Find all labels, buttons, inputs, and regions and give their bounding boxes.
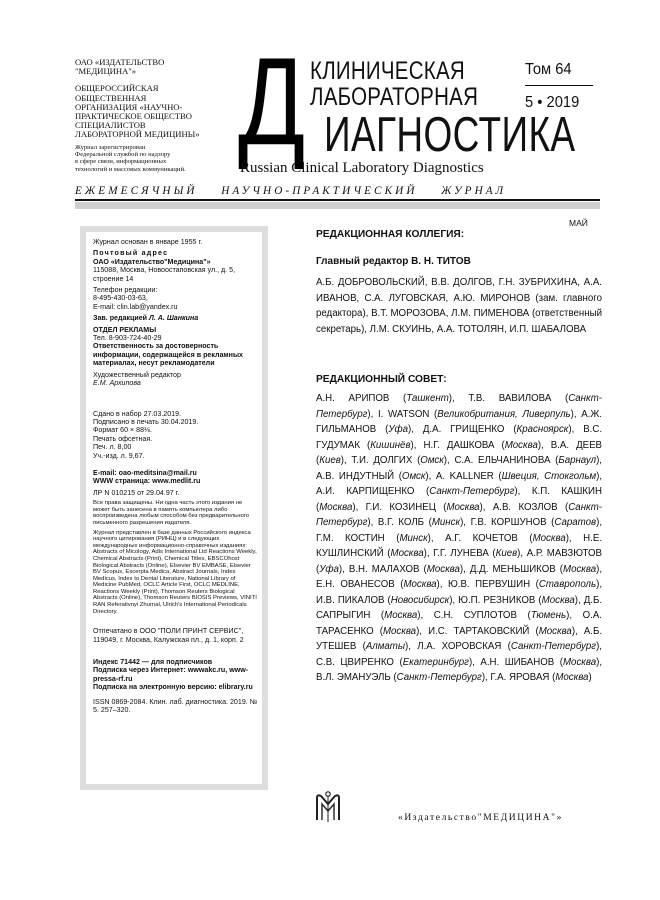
council-member: С.А. ЕЛЬЧАНИНОВА (Барнаул),: [454, 455, 602, 466]
council-member: I. WATSON (Великобритания, Ливерпуль),: [377, 408, 582, 420]
publisher-imprint: «Издательство"МЕДИЦИНА"»: [398, 813, 563, 823]
council-member-name: I. WATSON (: [377, 408, 438, 420]
council-member: А.Н. ШИБАНОВ (Москва),: [480, 656, 603, 668]
journal-title-line-3: ИАГНОСТИКА: [324, 108, 576, 162]
council-member-name: А.Б. УТЕШЕВ (: [316, 625, 603, 652]
council-member-city: Красноярск: [516, 424, 569, 435]
journal-title-line-1: КЛИНИЧЕСКАЯ: [310, 57, 465, 85]
council-member: С.Н. СУПЛОТОВ (Тюмень),: [433, 610, 583, 621]
council-member: A. KALLNER (Швеция, Стокгольм),: [435, 470, 603, 482]
journal-tagline: ЕЖЕМЕСЯЧНЫЙ НАУЧНО-ПРАКТИЧЕСКИЙ ЖУРНАЛ: [75, 185, 507, 197]
council-member-name: Т.И. ДОЛГИХ (: [351, 455, 421, 466]
council-member-city: Москва: [555, 672, 589, 683]
art-editor-label: Художественный редактор: [93, 370, 181, 379]
council-member-name: В.С. ГУДУМАК (: [316, 424, 603, 451]
council-member-city: Омск: [420, 455, 444, 466]
council-member-name: Ю.В. ПЕРВУШИН (: [447, 579, 539, 590]
header-band: [75, 202, 600, 209]
council-member-city: Киев: [319, 455, 341, 466]
council-member-name: Д.Б. САПРЫГИН (: [316, 594, 603, 621]
council-member: В.Н. МАЛАХОВ (Москва),: [348, 563, 470, 575]
issn-citation: ISSN 0869-2084. Клин. лаб. диагностика. 2019. № 5. 257–320.: [93, 697, 258, 715]
council-member-name: И.С. ТАРТАКОВСКИЙ (: [428, 625, 539, 637]
copyright-note: Все права защищены. Ни одна часть этого издания не может быть занесена в память компьютера либо воспроизведена любым способом без предварительного письменного разрешения издателя.: [93, 500, 250, 526]
publisher-email: E-mail: oao-meditsina@mail.ru: [93, 468, 197, 477]
council-member-city: Ставрополь: [538, 579, 597, 590]
council-member: Д.Д. МЕНЬШИКОВ (Москва),: [469, 563, 603, 575]
council-member: А.Г. КОЧЕТОВ (Москва),: [445, 532, 584, 544]
council-member-name: Ю.П. РЕЗНИКОВ (: [458, 594, 542, 606]
editorial-council-title: РЕДАКЦИОННЫЙ СОВЕТ:: [316, 374, 447, 385]
council-member: Т.И. ДОЛГИХ (Омск),: [351, 455, 455, 466]
council-member-city: Москва: [446, 501, 480, 513]
council-member-city: Омск: [401, 470, 426, 482]
editorial-email: E-mail: clin.lab@yandex.ru: [93, 302, 178, 311]
council-member: С.В. ЦВИРЕНКО (Екатеринбург),: [316, 656, 481, 668]
council-member-city: Москва: [382, 625, 417, 637]
council-member-name: Г.Г. ЛУНЕВА (: [433, 548, 496, 559]
council-member: А.И. КАРПИЩЕНКО (Санкт-Петербург),: [316, 486, 532, 497]
council-member-city: Москва: [541, 594, 575, 606]
council-member-city: Москва: [426, 563, 460, 575]
council-member-name: С.А. ЕЛЬЧАНИНОВА (: [454, 455, 559, 466]
print-details: Сдано в набор 27.03.2019. Подписано в печать 30.04.2019. Формат 60 × 88⅛. Печать офсетная. Печ. л. 8,00 Уч.-изд. л. 9,67.: [93, 409, 199, 460]
header-divider: [75, 199, 600, 201]
council-member-name: A. KALLNER (: [435, 470, 502, 482]
council-member-name: Н.Е. КУШЛИНСКИЙ (: [316, 532, 603, 559]
council-member-name: В.Н. МАЛАХОВ (: [348, 563, 427, 575]
council-member-name: Г.И. КОЗИНЕЦ (: [365, 501, 447, 513]
council-member-city: Москва: [319, 501, 353, 513]
council-member-city: Алматы: [365, 641, 405, 652]
council-member-name: Д.А. ГРИЩЕНКО (: [422, 424, 517, 435]
council-member-city: Москва: [403, 579, 437, 590]
council-member-city: Новосибирск: [390, 594, 450, 606]
issue-number: 5 • 2019: [525, 94, 580, 111]
council-member: К.П. КАШКИН (Москва),: [316, 486, 602, 513]
council-member-name: Е.Н. ОВАНЕСОВ (: [316, 579, 404, 590]
council-member-name: В.Л. ЭМАНУЭЛЬ (: [316, 672, 397, 683]
council-member-name: Л.А. ХОРОВСКАЯ (: [417, 641, 511, 652]
council-member-name: Г.А. ЯРОВАЯ (: [490, 672, 556, 683]
council-member: Н.Е. КУШЛИНСКИЙ (Москва),: [316, 532, 603, 559]
council-member: Ю.В. ПЕРВУШИН (Ставрополь),: [447, 579, 603, 590]
council-member-name: И.В. ПИКАЛОВ (: [316, 594, 391, 606]
council-member: И.В. ПИКАЛОВ (Новосибирск),: [316, 594, 459, 606]
council-member: В.С. ГУДУМАК (Кишинёв),: [316, 424, 603, 451]
chief-editor: Главный редактор В. Н. ТИТОВ: [316, 256, 471, 267]
editorial-board-title: РЕДАКЦИОННАЯ КОЛЛЕГИЯ:: [316, 229, 465, 240]
council-member-city: Санкт-Петербург: [510, 641, 597, 652]
council-member: А.Б. УТЕШЕВ (Алматы),: [316, 625, 603, 652]
ads-disclaimer: Ответственность за достоверность информации, содержащейся в рекламных материалах, несут рекламодатели: [93, 342, 243, 368]
managing-editor: Зав. редакцией Л. А. Шанкина: [93, 314, 199, 323]
founded-note: Журнал основан в январе 1955 г.: [93, 238, 203, 246]
council-member: А.В. КОЗЛОВ (Санкт-Петербург),: [316, 501, 603, 528]
council-member-city: Великобритания, Ливерпуль: [437, 408, 571, 420]
postal-org: ОАО «Издательство"Медицина"»: [93, 257, 211, 266]
council-member-city: Москва: [390, 548, 424, 559]
publisher-block: [75, 58, 245, 173]
council-member: И.С. ТАРТАКОВСКИЙ (Москва),: [428, 625, 584, 637]
council-member-name: А.Н. ШИБАНОВ (: [480, 656, 563, 668]
council-member: А.Ж. ГИЛЬМАНОВ (Уфа),: [316, 408, 602, 435]
council-member-name: Г.М. КОСТИН (: [316, 532, 400, 544]
council-member-city: Москва: [532, 532, 566, 544]
council-member-name: А.Р. МАВЗЮТОВ (: [316, 548, 602, 575]
art-editor-name: Е.М. Архипова: [93, 379, 141, 388]
editorial-board-members: А.Б. ДОБРОВОЛЬСКИЙ, В.В. ДОЛГОВ, Г.Н. ЗУБРИХИНА, А.А. ИВАНОВ, С.А. ЛУГОВСКАЯ, А.Ю. МИРОНОВ (зам. главного редактора), В.Т. МОРОЗОВА, Л.М. ПИМЕНОВА (ответственный секретарь), Л.М. СКУИНЬ, А.А. ТОТОЛЯН, И.П. ШАБАЛОВА: [316, 277, 602, 335]
council-member-name: Т.В. ВАВИЛОВА (: [468, 393, 569, 404]
council-member: В.Г. КОЛБ (Минск),: [377, 517, 471, 528]
council-member-city: Москва: [384, 610, 418, 621]
printing-house: Отпечатано в ООО "ПОЛИ ПРИНТ СЕРВИС", 119049, г. Москва, Калужская пл., д. 1, корп. 2: [93, 627, 244, 644]
council-member: Д.А. ГРИЩЕНКО (Красноярск),: [422, 424, 584, 435]
council-member-name: В.Г. КОЛБ (: [377, 517, 432, 528]
council-member-name: С.Н. СУПЛОТОВ (: [433, 610, 531, 621]
council-member-city: Швеция, Стокгольм: [501, 470, 597, 482]
council-member-city: Кишинёв: [370, 439, 411, 451]
council-member-city: Ташкент: [406, 393, 449, 404]
ads-phone: Тел. 8-903-724-40-29: [93, 334, 162, 343]
editorial-phone: Телефон редакции: 8-495-430-03-63,: [93, 286, 158, 303]
council-member-city: Барнаул: [558, 455, 597, 466]
volume-number: Том 64: [525, 61, 593, 86]
council-member-name: Г.В. КОРШУНОВ (: [470, 517, 555, 528]
council-member-city: Санкт-Петербург: [316, 501, 603, 528]
council-member-city: Москва: [538, 625, 572, 637]
council-member-city: Москва: [562, 656, 597, 668]
council-member: А.В. ИНДУТНЫЙ (Омск),: [316, 470, 436, 482]
publisher-website: WWW страница: www.medlit.ru: [93, 477, 201, 486]
council-member-name: А.И. КАРПИЩЕНКО (: [316, 486, 430, 497]
council-member-name: С.В. ЦВИРЕНКО (: [316, 656, 403, 668]
council-member: Г.И. КОЗИНЕЦ (Москва),: [365, 501, 493, 513]
council-member-name: А.В. КОЗЛОВ (: [492, 501, 569, 513]
council-member-city: Санкт-Петербург: [429, 486, 515, 497]
journal-title-letter: Д: [238, 33, 306, 171]
council-member-city: Москва: [563, 563, 597, 575]
council-member-name: В.А. ДЕЕВ (: [316, 439, 603, 466]
volume-issue-box: [525, 61, 593, 112]
council-member-city: Киев: [495, 548, 518, 559]
council-member-name: А.Ж. ГИЛЬМАНОВ (: [316, 408, 602, 435]
council-member: Г.М. КОСТИН (Минск),: [316, 532, 446, 544]
subscription-electronic: Подписка на электронную версию: elibrary.ru: [93, 683, 253, 692]
journal-title-line-2: ЛАБОРАТОРНАЯ: [310, 83, 479, 111]
council-member: В.Л. ЭМАНУЭЛЬ (Санкт-Петербург),: [316, 672, 491, 683]
council-member: Г.Г. ЛУНЕВА (Киев),: [433, 548, 527, 559]
council-member-city: Уфа: [319, 563, 339, 575]
council-member-city: Москва: [504, 439, 538, 451]
council-member: А.Н. АРИПОВ (Ташкент),: [316, 393, 469, 404]
council-member-city: Минск: [431, 517, 461, 528]
council-member-city: Санкт-Петербург: [316, 393, 602, 420]
journal-subtitle: Russian Clinical Laboratory Diagnostics: [240, 160, 484, 176]
council-member-city: Екатеринбург: [402, 656, 469, 668]
council-member: Т.В. ВАВИЛОВА (Санкт-Петербург),: [316, 393, 602, 420]
issue-month: МАЙ: [569, 218, 588, 228]
council-member-name: А.Н. АРИПОВ (: [316, 393, 407, 404]
council-member: А.Р. МАВЗЮТОВ (Уфа),: [316, 548, 602, 575]
council-member: Г.В. КОРШУНОВ (Саратов),: [470, 517, 603, 528]
council-member-city: Тюмень: [530, 610, 567, 621]
publisher-name: ОАО «ИЗДАТЕЛЬСТВО "МЕДИЦИНА"»: [75, 57, 165, 77]
medicina-logo-icon: [313, 790, 343, 824]
council-member: Л.А. ХОРОВСКАЯ (Санкт-Петербург),: [417, 641, 602, 652]
council-member-name: О.А. ТАРАСЕНКО (: [316, 610, 602, 637]
license-number: ЛР N 010215 от 29.04.97 г.: [93, 488, 180, 497]
editorial-council-members: [316, 391, 602, 686]
editorial-content: [316, 228, 602, 686]
council-member-city: Минск: [399, 532, 428, 544]
council-member: Ю.П. РЕЗНИКОВ (Москва),: [458, 594, 584, 606]
council-member: Г.А. ЯРОВАЯ (Москва): [490, 672, 592, 683]
council-member: Н.Г. ДАШКОВА (Москва),: [423, 439, 551, 451]
council-member: Е.Н. ОВАНЕСОВ (Москва),: [316, 579, 448, 590]
council-member-name: А.В. ИНДУТНЫЙ (: [316, 470, 402, 482]
council-member-name: Д.Д. МЕНЬШИКОВ (: [469, 563, 563, 575]
council-member-city: Саратов: [554, 517, 597, 528]
postal-label: Почтовый адрес: [93, 249, 169, 258]
council-member-city: Санкт-Петербург: [396, 672, 482, 683]
indexing-note: Журнал представлен в базе данных Российского индекса научного цитирования (РИНЦ) и в следующих международных информационно-справочных изданиях: Abstracts of Micology, Adis International Ltd Reactions Weekly, Chemical Abstracts (Print), Chemical Titles, EBSCOhost Biological Abstracts (Online), Elsevier BV EMBASE, Elsevier BV Scopus, Excerpta Medica, Abstract Journals, Index Medicus, Index to Dental Literature, National Library of Medicine PubMed, OCLC Article First, OCLC MEDLINE, Reactions Weekly (Print), Thomson Reuters Biological Abstracts (Online), Thomson Reuters BIOSIS Previews, VINITI RAN Referativnyi Zhurnal, Ulrich's International Periodicals Directory.: [93, 529, 257, 615]
registration-note: Журнал зарегистрирован Федеральной службой по надзору в сфере связи, информационных технологий и массовых коммуникаций.: [75, 143, 186, 173]
imprint-panel: [80, 226, 268, 790]
ads-label: ОТДЕЛ РЕКЛАМЫ: [93, 325, 157, 334]
council-member: В.А. ДЕЕВ (Киев),: [316, 439, 603, 466]
council-member-city: Уфа: [388, 424, 409, 435]
subscription-internet: Подписка через Интернет: wwwakc.ru, www-pressa-rf.ru: [93, 666, 249, 683]
organization-name: ОБЩЕРОССИЙСКАЯ ОБЩЕСТВЕННАЯ ОРГАНИЗАЦИЯ «НАУЧНО- ПРАКТИЧЕСКОЕ ОБЩЕСТВО СПЕЦИАЛИСТОВ ЛАБОРАТОРНОЙ МЕДИЦИНЫ»: [75, 83, 200, 140]
council-member-name: К.П. КАШКИН (: [316, 486, 602, 513]
council-member: Д.Б. САПРЫГИН (Москва),: [316, 594, 603, 621]
subscription-index: Индекс 71442 — для подписчиков: [93, 658, 213, 667]
council-member-name: А.Г. КОЧЕТОВ (: [445, 532, 533, 544]
council-member: О.А. ТАРАСЕНКО (Москва),: [316, 610, 602, 637]
council-member-name: Н.Г. ДАШКОВА (: [423, 439, 505, 451]
postal-address: 115088, Москва, Новоостаповская ул., д. 5, строение 14: [93, 266, 236, 283]
